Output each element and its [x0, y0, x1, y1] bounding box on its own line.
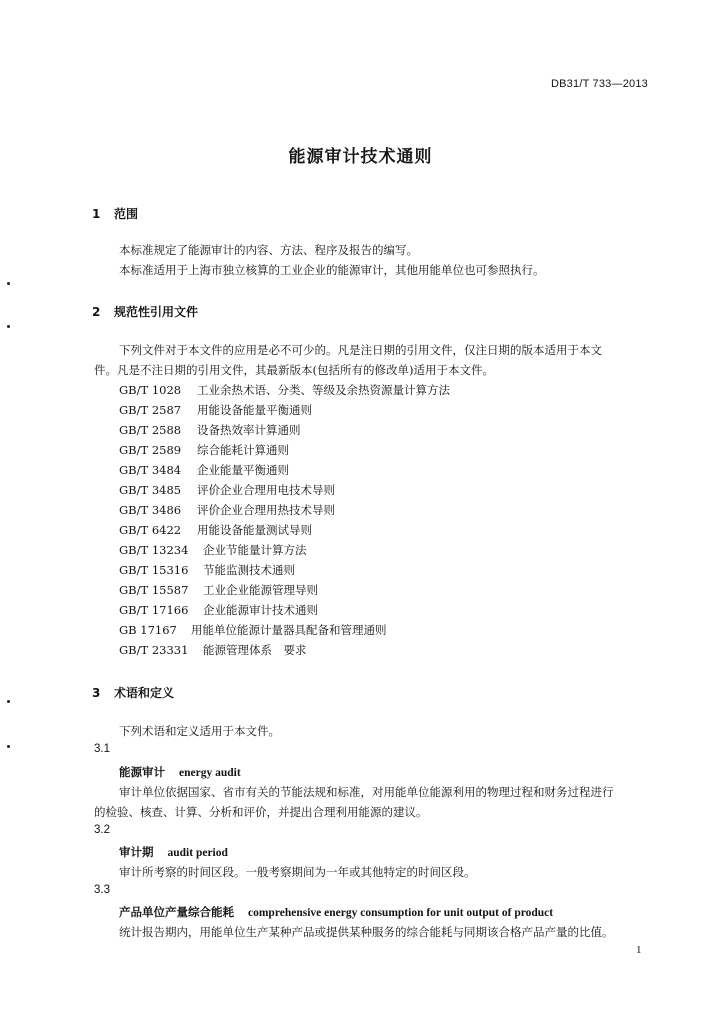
reference-item	[119, 542, 307, 558]
standard-number: DB31/T 733—2013	[551, 78, 648, 90]
reference-item	[119, 582, 318, 598]
reference-code: GB/T 17166	[119, 603, 189, 617]
reference-code: GB 17167	[119, 623, 177, 637]
term-heading	[119, 844, 228, 860]
reference-title: 工业余热术语、分类、等级及余热资源量计算方法	[197, 383, 450, 397]
definition: 的检验、核查、计算、分析和评价，并提出合理利用能源的建议。	[94, 805, 428, 819]
term-heading	[119, 904, 553, 920]
scan-mark	[7, 745, 10, 748]
reference-item	[119, 642, 307, 658]
reference-item	[119, 522, 312, 538]
reference-item	[119, 402, 312, 418]
term-cn: 能源审计	[119, 765, 165, 779]
paragraph: 下列文件对于本文件的应用是必不可少的。凡是注日期的引用文件，仅注日期的版本适用于本文	[119, 343, 602, 357]
reference-code: GB/T 1028	[119, 383, 182, 397]
reference-code: GB/T 3485	[119, 483, 182, 497]
reference-item	[119, 422, 301, 438]
reference-item	[119, 482, 335, 498]
section-number: 1	[92, 207, 101, 221]
definition: 审计所考察的时间区段。一般考察期间为一年或其他特定的时间区段。	[119, 865, 476, 879]
paragraph: 件。凡是不注日期的引用文件，其最新版本(包括所有的修改单)适用于本文件。	[94, 363, 494, 377]
term-cn: 审计期	[119, 845, 154, 859]
paragraph: 本标准适用于上海市独立核算的工业企业的能源审计，其他用能单位也可参照执行。	[119, 263, 545, 277]
reference-code: GB/T 15316	[119, 563, 189, 577]
reference-code: GB/T 3486	[119, 503, 182, 517]
reference-title: 评价企业合理用电技术导则	[197, 483, 335, 497]
reference-code: GB/T 13234	[119, 543, 189, 557]
section-3-heading	[92, 684, 174, 701]
definition: 审计单位依据国家、省市有关的节能法规和标准，对用能单位能源利用的物理过程和财务过程进行	[119, 785, 614, 799]
document-title: 能源审计技术通则	[288, 147, 433, 167]
section-title: 术语和定义	[114, 686, 175, 700]
reference-item	[119, 442, 289, 458]
section-number: 2	[92, 305, 101, 319]
reference-title: 企业节能量计算方法	[203, 543, 307, 557]
reference-title: 企业能源审计技术通则	[203, 603, 318, 617]
reference-title: 用能设备能量平衡通则	[197, 403, 312, 417]
reference-code: GB/T 23331	[119, 643, 189, 657]
reference-item	[119, 602, 318, 618]
page-number: 1	[636, 944, 642, 956]
reference-title: 评价企业合理用热技术导则	[197, 503, 335, 517]
scan-mark	[7, 700, 10, 703]
scan-mark	[7, 325, 10, 328]
reference-title: 用能设备能量测试导则	[197, 523, 312, 537]
paragraph: 下列术语和定义适用于本文件。	[119, 724, 280, 738]
clause-number: 3.2	[94, 824, 110, 836]
reference-code: GB/T 2588	[119, 423, 182, 437]
section-2-heading	[92, 303, 198, 320]
reference-item	[119, 502, 335, 518]
reference-code: GB/T 3484	[119, 463, 182, 477]
clause-number: 3.1	[94, 743, 110, 755]
reference-title: 能源管理体系 要求	[203, 643, 307, 657]
reference-code: GB/T 2589	[119, 443, 182, 457]
term-en: energy audit	[179, 767, 241, 779]
paragraph: 本标准规定了能源审计的内容、方法、程序及报告的编写。	[119, 243, 418, 257]
reference-code: GB/T 2587	[119, 403, 182, 417]
term-cn: 产品单位产量综合能耗	[119, 905, 234, 919]
section-title: 规范性引用文件	[114, 305, 199, 319]
term-en: comprehensive energy consumption for unit output of product	[248, 907, 554, 919]
section-title: 范围	[114, 207, 139, 221]
definition: 统计报告期内，用能单位生产某种产品或提供某种服务的综合能耗与同期该合格产品产量的比值。	[119, 925, 614, 939]
reference-item	[119, 562, 295, 578]
section-number: 3	[92, 686, 101, 700]
section-1-heading	[92, 205, 138, 222]
scan-mark	[7, 282, 10, 285]
reference-title: 综合能耗计算通则	[197, 443, 289, 457]
term-en: audit period	[167, 847, 228, 859]
reference-item	[119, 462, 289, 478]
reference-item	[119, 622, 387, 638]
reference-title: 用能单位能源计量器具配备和管理通则	[191, 623, 387, 637]
reference-title: 节能监测技术通则	[203, 563, 295, 577]
reference-title: 企业能量平衡通则	[197, 463, 289, 477]
reference-code: GB/T 6422	[119, 523, 182, 537]
reference-title: 设备热效率计算通则	[197, 423, 301, 437]
term-heading	[119, 764, 241, 780]
reference-item	[119, 382, 450, 398]
clause-number: 3.3	[94, 884, 110, 896]
reference-title: 工业企业能源管理导则	[203, 583, 318, 597]
reference-code: GB/T 15587	[119, 583, 189, 597]
